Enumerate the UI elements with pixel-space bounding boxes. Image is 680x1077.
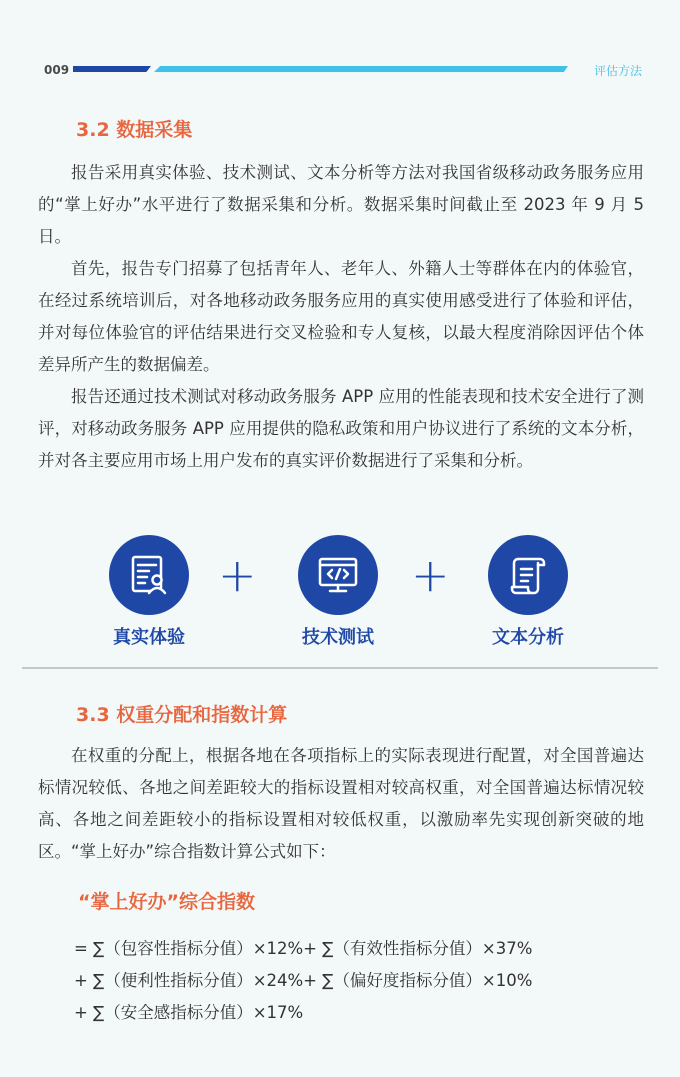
formula-line-1: = ∑（包容性指标分值）×12%+ ∑（有效性指标分值）×37% — [74, 939, 533, 958]
method-label-text-analysis: 文本分析 — [492, 627, 564, 648]
header-bar-dark — [73, 66, 151, 72]
page-header — [0, 0, 680, 100]
formula-line-3: + ∑（安全感指标分值）×17% — [74, 1003, 304, 1022]
section-title-weighting: 3.3 权重分配和指数计算 — [76, 704, 288, 726]
paragraph-1: 报告采用真实体验、技术测试、文本分析等方法对我国省级移动政务服务应用的“掌上好办”水平进行了数据采集和分析。数据采集时间截止至 2023 年 9 月 5 日。 — [38, 163, 644, 246]
page-number: 009 — [44, 63, 70, 77]
paragraph-weighting: 在权重的分配上，根据各地在各项指标上的实际表现进行配置，对全国普遍达标情况较低、各地之间差距较大的指标设置相对较高权重，对全国普遍达标情况较高、各地之间差距较小的指标设置相对较低权重，以激励率先实现创新突破的地区。“掌上好办”综合指数计算公式如下： — [38, 746, 644, 861]
code-monitor-icon — [298, 535, 378, 615]
method-label-experience: 真实体验 — [113, 627, 185, 648]
plus-sign: + — [411, 548, 450, 602]
plus-sign: + — [218, 548, 257, 602]
methods-diagram — [0, 535, 680, 655]
scroll-document-icon — [488, 535, 568, 615]
method-label-testing: 技术测试 — [302, 627, 374, 648]
paragraph-2: 首先，报告专门招募了包括青年人、老年人、外籍人士等群体在内的体验官，在经过系统培训后，对各地移动政务服务应用的真实使用感受进行了体验和评估，并对每位体验官的评估结果进行交叉检验和专人复核，以最大程度消除因评估个体差异所产生的数据偏差。 — [38, 259, 644, 374]
formula-title: “掌上好办”综合指数 — [78, 891, 255, 913]
section-divider — [22, 667, 658, 669]
section-title-data-collection: 3.2 数据采集 — [76, 119, 193, 141]
document-person-icon — [109, 535, 189, 615]
formula-line-2: + ∑（便利性指标分值）×24%+ ∑（偏好度指标分值）×10% — [74, 971, 533, 990]
section-label: 评估方法 — [593, 64, 642, 78]
paragraph-3: 报告还通过技术测试对移动政务服务 APP 应用的性能表现和技术安全进行了测评，对移动政务服务 APP 应用提供的隐私政策和用户协议进行了系统的文本分析，并对各主要应用市场上用户发布的真实评价数据进行了采集和分析。 — [38, 387, 644, 470]
header-bar-light — [154, 66, 568, 72]
